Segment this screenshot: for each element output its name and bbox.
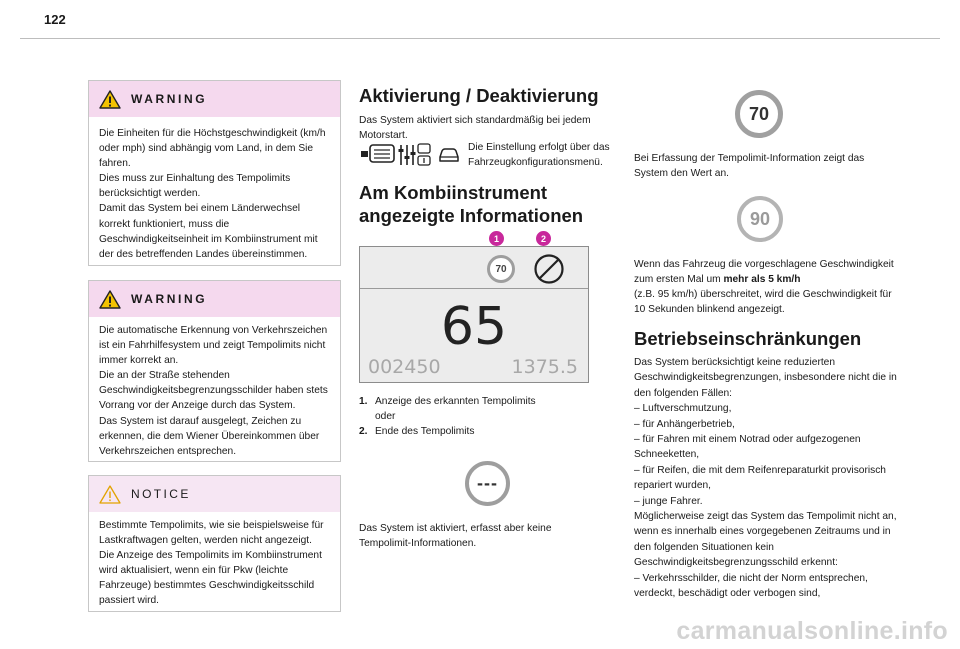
car-icon xyxy=(437,146,461,164)
page-number: 122 xyxy=(44,12,66,27)
sign-70-text: Bei Erfassung der Tempolimit-Information zeigt das System den Wert an. xyxy=(634,153,865,179)
cluster-section-heading xyxy=(359,181,621,227)
notice-box xyxy=(88,475,341,612)
legend-item-2: 2. Ende des Tempolimits xyxy=(359,426,475,437)
no-info-sign: --- xyxy=(465,461,510,506)
watermark: carmanualsonline.info xyxy=(676,617,948,645)
end-of-limit-icon xyxy=(533,253,565,285)
warning-triangle-icon xyxy=(99,290,121,309)
notice-text: Bestimmte Tempolimits, wie sie beispielsweise für Lastkraftwagen gelten, werden nicht angezeigt. Die Anzeige des Tempolimits im Kombiinstrument wird aktualisiert, wenn ein für Pkw (leichte Fahrzeuge) bestimmtes Geschwindigkeitsschild passiert wird. xyxy=(99,520,324,607)
activation-heading: Aktivierung / Deaktivierung xyxy=(359,85,599,106)
warning-title: WARNING xyxy=(131,292,208,306)
cluster-heading-line2: angezeigte Informationen xyxy=(359,205,584,226)
restrictions-heading: Betriebseinschränkungen xyxy=(634,328,862,349)
notice-header xyxy=(89,476,340,512)
activation-text: Das System aktiviert sich standardmäßig bei jedem Motorstart. xyxy=(359,115,591,141)
cluster-heading-line1: Am Kombiinstrument xyxy=(359,182,548,203)
dashboard-screen-icon xyxy=(361,142,395,166)
warning-text: Die automatische Erkennung von Verkehrszeichen ist ein Fahrhilfesystem und zeigt Tempolimits nicht immer korrekt an. Die an der Straße stehenden Geschwindigkeitsbegrenzungsschilder haben stets Vorrang vor der Anzeige durch das System. Das System ist darauf ausgelegt, Zeichen zu erkennen, die dem Wiener Übereinkommen über Verkehrszeichen entsprechen. xyxy=(99,325,328,457)
settings-menu-icon xyxy=(398,142,432,168)
warning-triangle-icon xyxy=(99,90,121,109)
sign-90-text: Wenn das Fahrzeug die vorgeschlagene Geschwindigkeit zum ersten Mal um mehr als 5 km/h (z.B. 95 km/h) überschreitet, wird die Geschwindigkeit für 10 Sekunden blinkend angezeigt. xyxy=(634,259,894,315)
callout-2: 2 xyxy=(536,231,551,246)
restrictions-section xyxy=(634,328,899,602)
speed-limit-sign-90-blinking: 90 xyxy=(737,196,783,242)
speed-limit-sign-70: 70 xyxy=(735,90,783,138)
settings-icons xyxy=(361,142,461,168)
callout-1: 1 xyxy=(489,231,504,246)
cluster-speed-limit-sign: 70 xyxy=(487,255,515,283)
warning-box-units xyxy=(88,80,341,266)
notice-triangle-icon xyxy=(99,485,121,504)
top-rule xyxy=(20,38,940,39)
restrictions-text: Das System berücksichtigt keine reduzierten Geschwindigkeitsbegrenzungen, insbesondere nicht die in den folgenden Fällen: – Luftverschmutzung, – für Anhängerbetrieb, – für Fahren mit einem Notrad oder aufgezogenen Schneeketten, – für Reifen, die mit dem Reifenreparaturkit provisorisch repariert wurden, – junge Fahrer. Möglicherweise zeigt das System das Tempolimit nicht an, wenn es innerhalb eines vorgegebenen Zeitraums und in den folgenden Situationen kein Geschwindigkeitsbegrenzungsschild erkennt: – Verkehrsschilder, die nicht der Norm entsprechen, verdeckt, beschädigt oder verbogen sind, xyxy=(634,357,897,600)
cluster-current-speed: 65 xyxy=(440,297,508,357)
activation-section xyxy=(359,85,621,143)
legend-item-1: 1. Anzeige des erkannten Tempolimits oder xyxy=(359,396,536,422)
warning-text: Die Einheiten für die Höchstgeschwindigkeit (km/h oder mph) sind abhängig vom Land, in dem Sie fahren. Dies muss zur Einhaltung des Tempolimits berücksichtigt werden. Damit das System bei einem Länderwechsel korrekt funktioniert, muss die Geschwindigkeitseinheit im Kombiinstrument mit der des betreffenden Landes übereinstimmen. xyxy=(99,128,326,260)
cluster-odometer: 002450 xyxy=(368,356,441,378)
warning-title: WARNING xyxy=(131,92,208,106)
cluster-trip: 1375.5 xyxy=(511,356,578,378)
warning-box-recognition xyxy=(88,280,341,462)
warning-header xyxy=(89,281,340,317)
warning-header xyxy=(89,81,340,117)
settings-text: Die Einstellung erfolgt über das Fahrzeugkonfigurationsmenü. xyxy=(468,142,610,168)
no-info-text: Das System ist aktiviert, erfasst aber keine Tempolimit-Informationen. xyxy=(359,523,552,549)
instrument-cluster-display xyxy=(359,246,589,383)
notice-title: NOTICE xyxy=(131,487,191,501)
